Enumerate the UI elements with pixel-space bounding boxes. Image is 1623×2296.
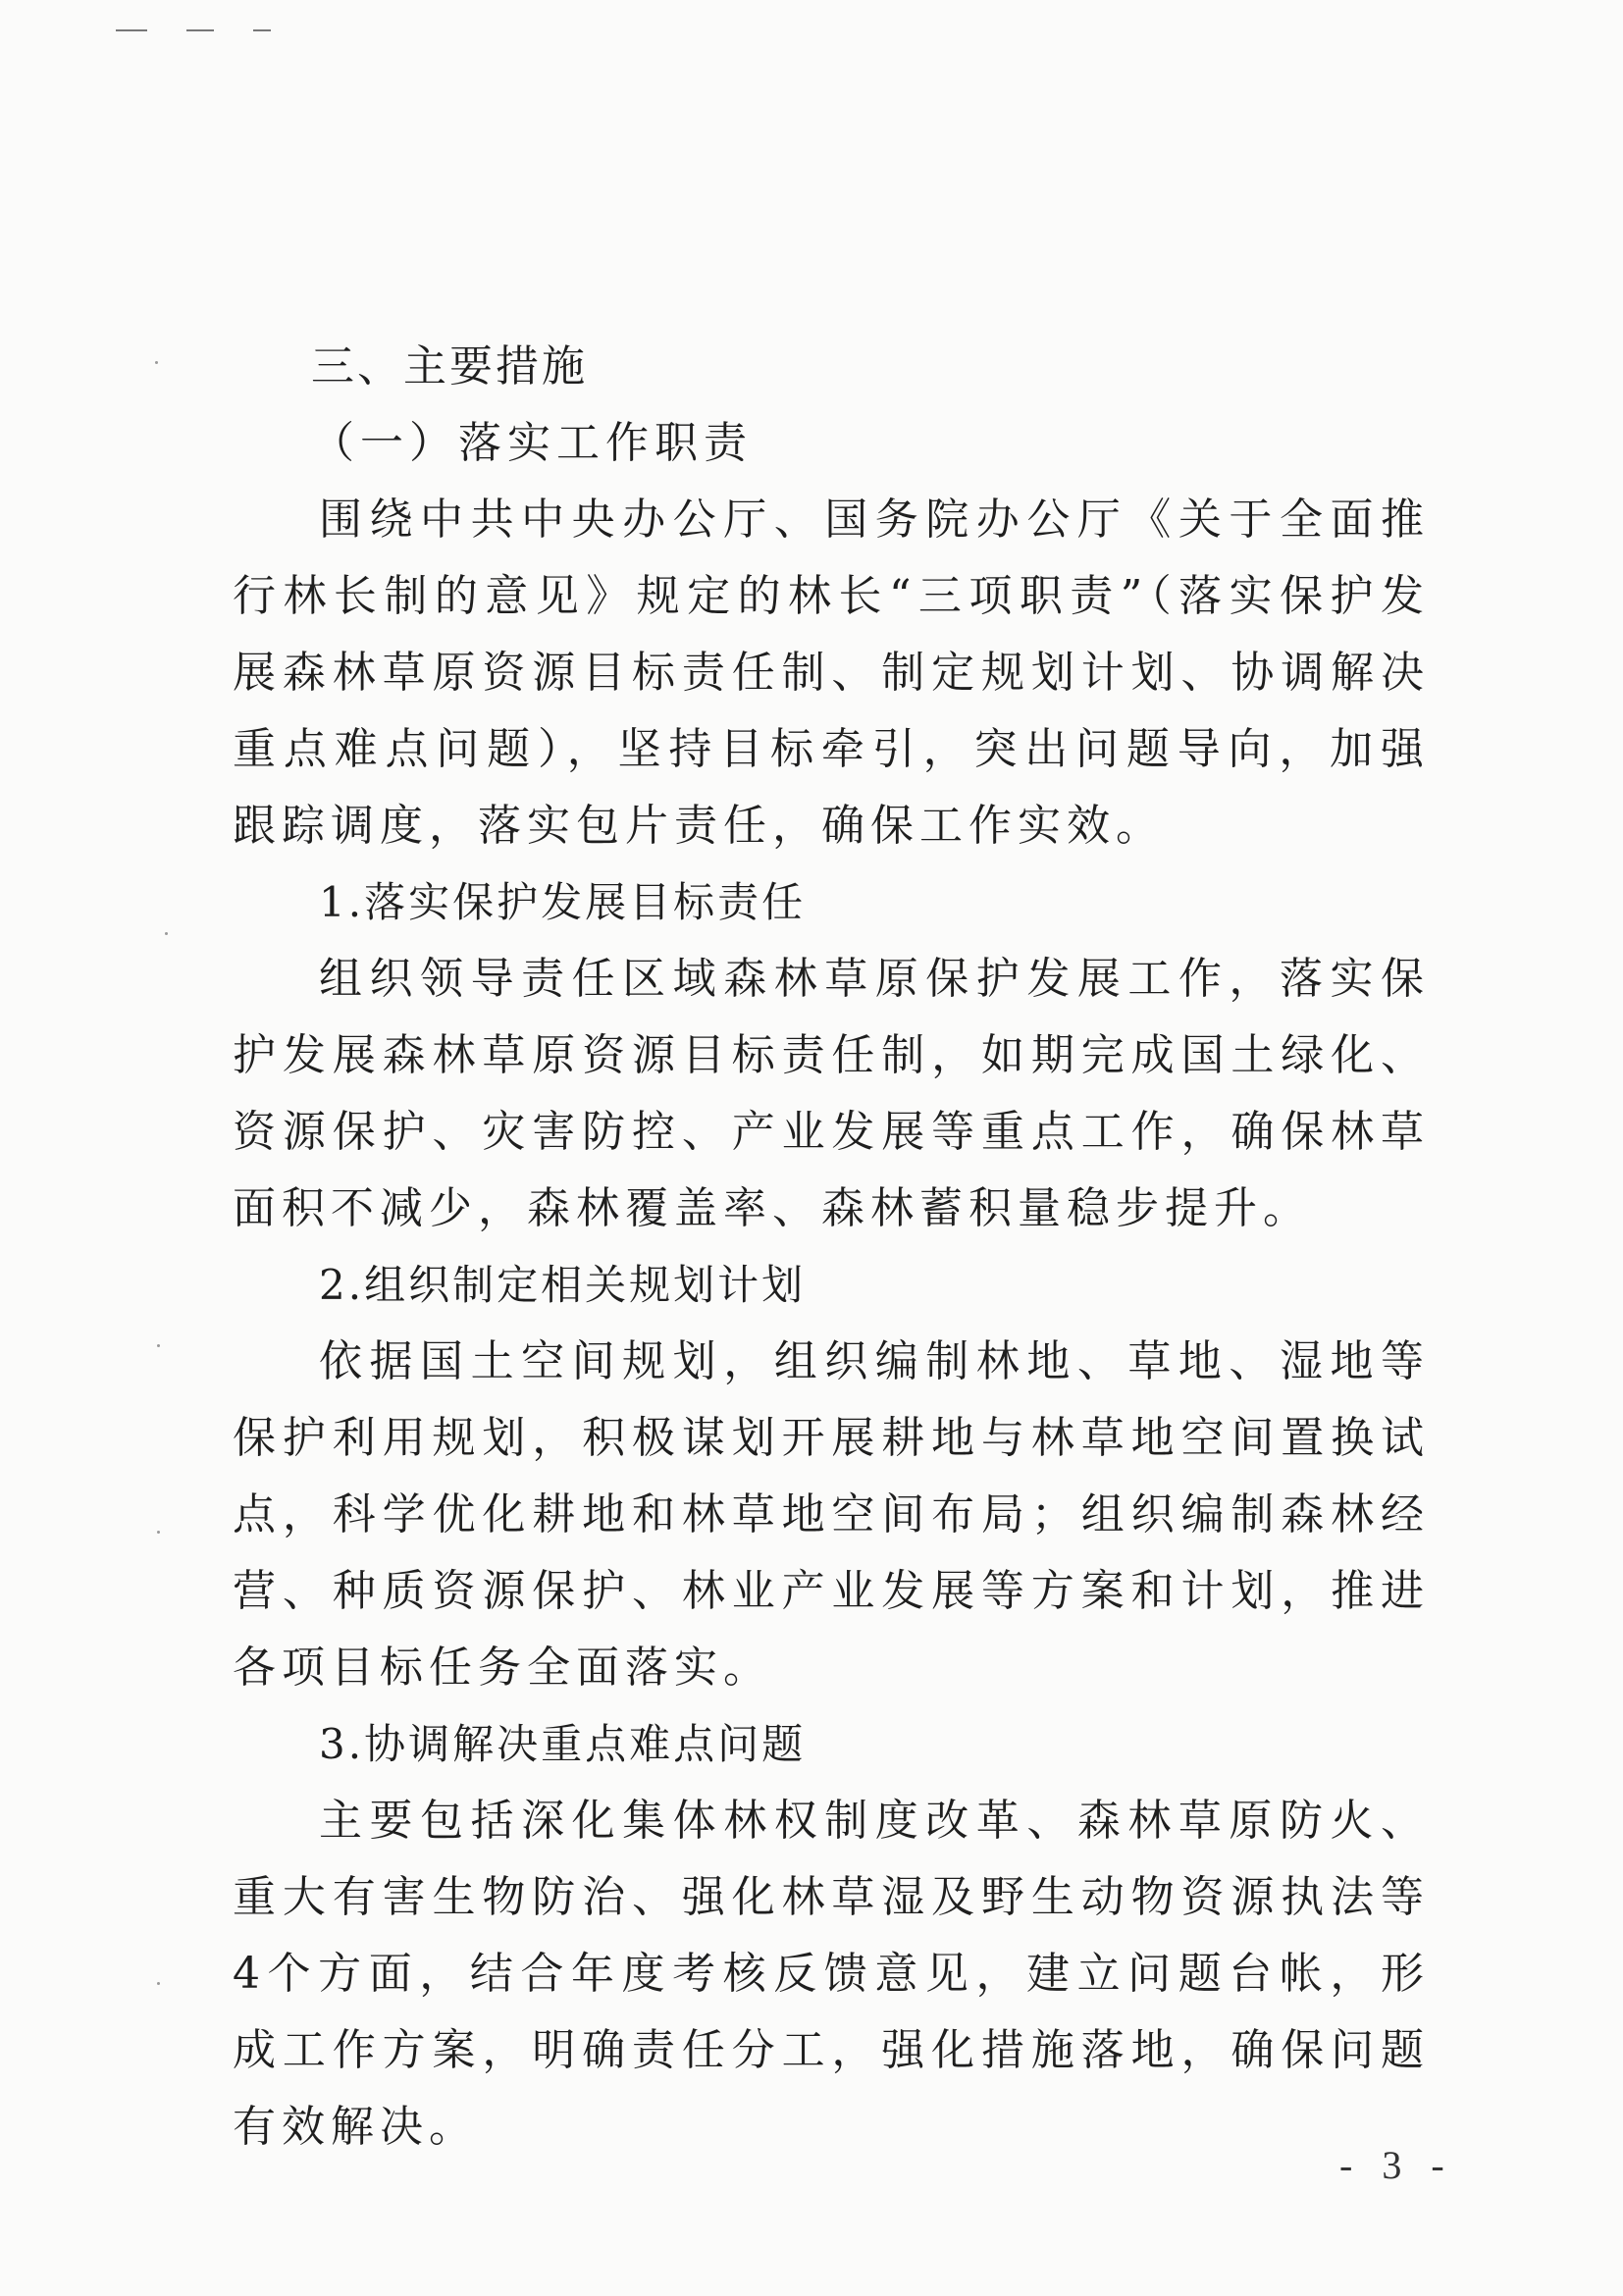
scan-artifact (186, 29, 214, 31)
section-heading: 三、主要措施 (311, 341, 588, 391)
scan-artifact (116, 29, 147, 31)
scan-artifact (157, 1531, 160, 1534)
document-body (233, 329, 1430, 2166)
item-paragraph-3: 主要包括深化集体林权制度改革、森林草原防火、重大有害生物防治、强化林草湿及野生动物资源执法等4个方面，结合年度考核反馈意见，建立问题台帐，形成工作方案，明确责任分工，强化措施落地，确保问题有效解决。 (233, 1796, 1430, 2152)
scan-artifact (253, 29, 271, 31)
scan-artifact (157, 1344, 160, 1347)
item-paragraph-2: 依据国土空间规划，组织编制林地、草地、湿地等保护利用规划，积极谋划开展耕地与林草地空间置换试点，科学优化耕地和林草地空间布局；组织编制森林经营、种质资源保护、林业产业发展等方案和计划，推进各项目标任务全面落实。 (233, 1336, 1430, 1693)
scan-artifact (155, 361, 158, 364)
item-paragraph-1: 组织领导责任区域森林草原保护发展工作，落实保护发展森林草原资源目标责任制，如期完成国土绿化、资源保护、灾害防控、产业发展等重点工作，确保林草面积不减少，森林覆盖率、森林蓄积量稳步提升。 (233, 954, 1430, 1233)
item-heading-3: 3.协调解决重点难点问题 (319, 1720, 807, 1768)
subsection-heading: （一）落实工作职责 (311, 418, 753, 468)
intro-paragraph: 围绕中共中央办公厅、国务院办公厅《关于全面推行林长制的意见》规定的林长“三项职责”（落实保护发展森林草原资源目标责任制、制定规划计划、协调解决重点难点问题），坚持目标牵引，突出问题导向，加强跟踪调度，落实包片责任，确保工作实效。 (233, 495, 1430, 851)
item-heading-2: 2.组织制定相关规划计划 (319, 1261, 807, 1309)
scan-artifact (157, 1982, 160, 1985)
scan-artifact (165, 932, 168, 935)
item-heading-1: 1.落实保护发展目标责任 (319, 878, 807, 926)
page-number: - 3 - (1339, 2143, 1454, 2187)
